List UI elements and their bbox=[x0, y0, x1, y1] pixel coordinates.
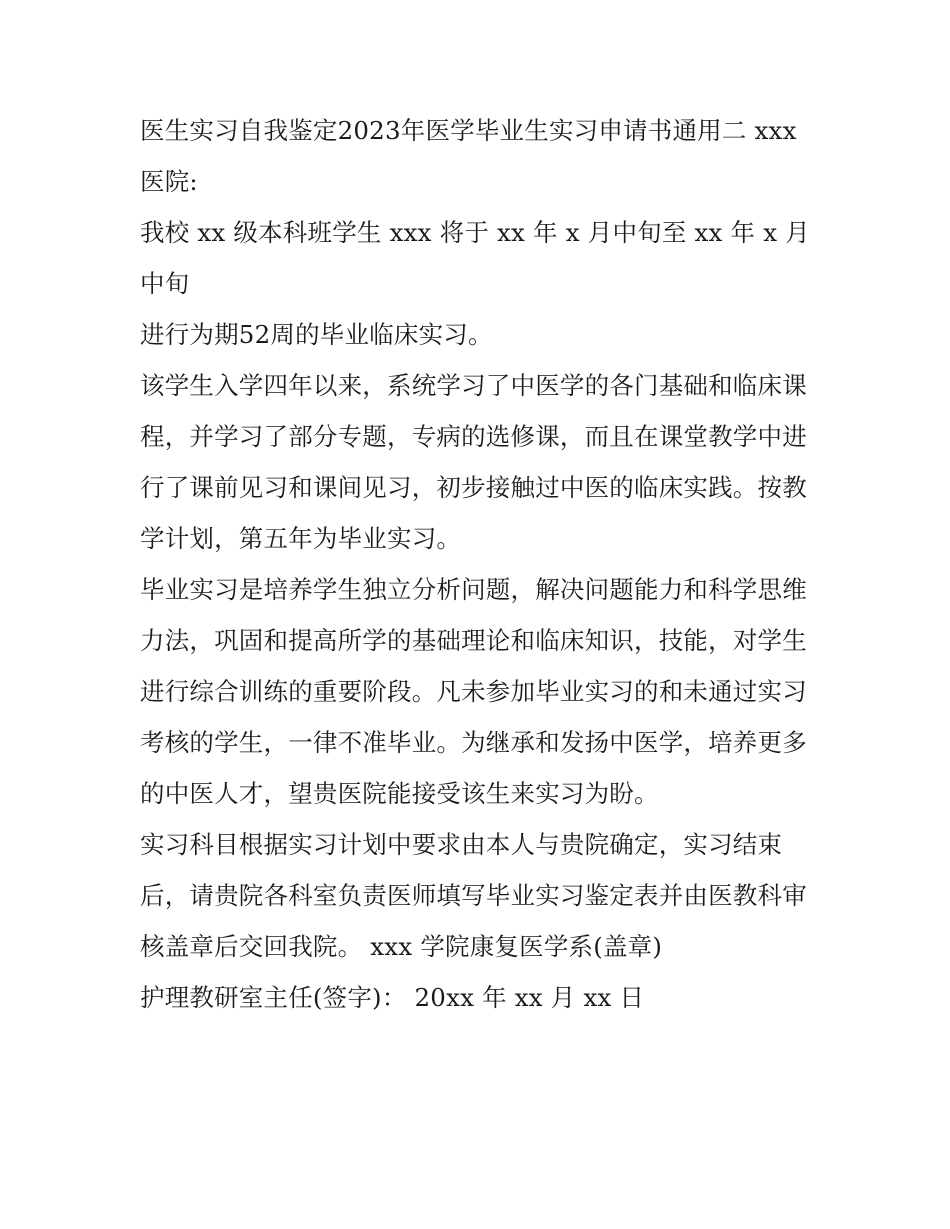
text-line: 考核的学生，一律不准毕业。为继承和发扬中医学，培养更多 bbox=[140, 728, 807, 757]
document-body bbox=[140, 105, 820, 1023]
text-line: 护理教研室主任(签字)： 20xx 年 xx 月 xx 日 bbox=[140, 983, 645, 1012]
text-line: 行了课前见习和课间见习，初步接触过中医的临床实践。按教 bbox=[140, 473, 807, 502]
text-line: 程，并学习了部分专题，专病的选修课，而且在课堂教学中进 bbox=[140, 422, 807, 451]
paragraph-study bbox=[140, 360, 820, 564]
text-line: 学计划，第五年为毕业实习。 bbox=[140, 524, 462, 553]
text-line: 进行综合训练的重要阶段。凡未参加毕业实习的和未通过实习 bbox=[140, 677, 807, 706]
text-line: 的中医人才，望贵医院能接受该生来实习为盼。 bbox=[140, 779, 659, 808]
paragraph-title bbox=[140, 105, 820, 207]
text-line: 毕业实习是培养学生独立分析问题，解决问题能力和科学思维 bbox=[140, 575, 807, 604]
paragraph-signature bbox=[140, 972, 820, 1023]
text-line: 医院: bbox=[140, 167, 198, 196]
text-line: 医生实习自我鉴定2023年医学毕业生实习申请书通用二 xxx bbox=[140, 116, 797, 145]
text-line: 实习科目根据实习计划中要求由本人与贵院确定，实习结束 bbox=[140, 830, 783, 859]
text-line: 进行为期52周的毕业临床实习。 bbox=[140, 320, 493, 349]
text-line: 我校 xx 级本科班学生 xxx 将于 xx 年 x 月中旬至 xx 年 x 月中旬 bbox=[140, 218, 810, 298]
paragraph-subjects bbox=[140, 819, 820, 972]
paragraph-intro bbox=[140, 207, 820, 360]
paragraph-internship bbox=[140, 564, 820, 819]
text-line: 核盖章后交回我院。 xxx 学院康复医学系(盖章) bbox=[140, 932, 663, 961]
text-line: 后，请贵院各科室负责医师填写毕业实习鉴定表并由医教科审 bbox=[140, 881, 807, 910]
text-line: 该学生入学四年以来，系统学习了中医学的各门基础和临床课 bbox=[140, 371, 807, 400]
text-line: 力法，巩固和提高所学的基础理论和临床知识，技能，对学生 bbox=[140, 626, 807, 655]
